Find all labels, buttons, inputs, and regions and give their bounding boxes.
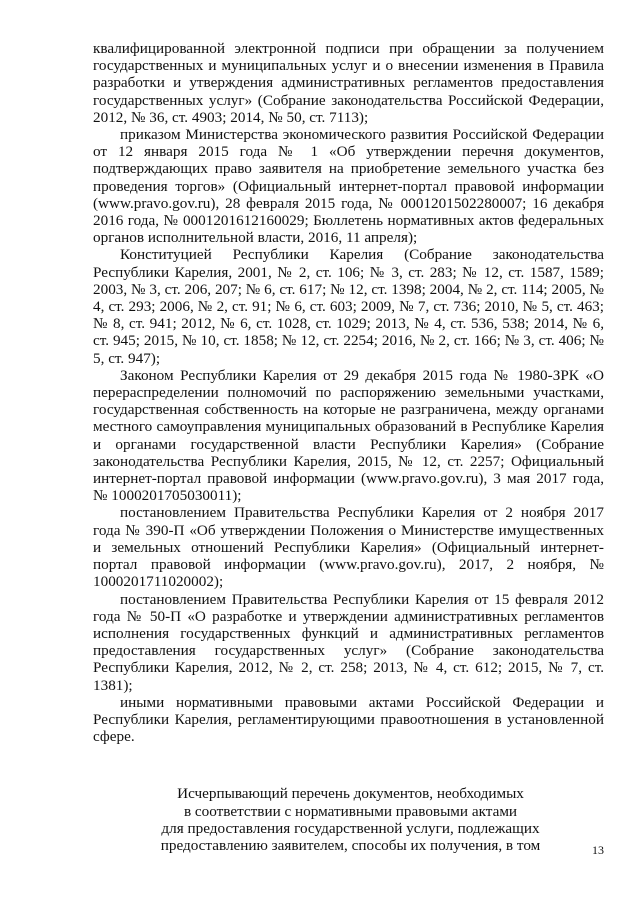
paragraph-7: иными нормативными правовыми актами Российской Федерации и Республики Карелия, регламентирующими правоотношения в установленной сфере. [93, 693, 604, 746]
heading-line-1: Исчерпывающий перечень документов, необходимых [177, 785, 524, 803]
heading-line-3: для предоставления государственной услуги, подлежащих [161, 819, 540, 837]
paragraph-5: постановлением Правительства Республики Карелия от 2 ноября 2017 года № 390-П «Об утверждении Положения о Министерстве имущественных и земельных отношений Республики Карелия» (Официальный интернет-портал правовой информации (www.pravo.gov.ru), 2017, 2 ноября, № 1000201711020002); [93, 504, 604, 591]
paragraph-3: Конституцией Республики Карелия (Собрание законодательства Республики Карелия, 2001, № 2, ст. 106; № 3, ст. 283; № 12, ст. 1587, 1589; 2003, № 3, ст. 206, 207; № 6, ст. 617; № 12, ст. 1398; 2004, № 2, ст. 114; 2005, № 4, ст. 293; 2006, № 2, ст. 91; № 6, ст. 603; 2009, № 7, ст. 736; 2010, № 5, ст. 463; № 8, ст. 941; 2012, № 6, ст. 1028, ст. 1029; 2013, № 4, ст. 536, 538; 2014, № 6, ст. 945; 2015, № 10, ст. 1858; № 12, ст. 2254; 2016, № 2, ст. 166; № 3, ст. 406; № 5, ст. 947); [93, 246, 604, 367]
heading-line-4: предоставлению заявителем, способы их получения, в том [160, 836, 541, 854]
heading-line-2: в соответствии с нормативными правовыми актами [183, 802, 518, 820]
paragraph-6: постановлением Правительства Республики Карелия от 15 февраля 2012 года № 50-П «О разработке и утверждении административных регламентов исполнения государственных функций и административных регламентов предоставления государственных услуг» (Собрание законодательства Республики Карелия, 2012, № 2, ст. 258; 2013, № 4, ст. 612; 2015, № 7, ст. 1381); [93, 590, 604, 694]
page-number: 13 [592, 843, 604, 857]
paragraph-1: квалифицированной электронной подписи при обращении за получением государственных и муниципальных услуг и о внесении изменения в Правила разработки и утверждения административных регламентов предоставления государственных услуг» (Собрание законодательства Российской Федерации, 2012, № 36, ст. 4903; 2014, № 50, ст. 7113); [93, 40, 604, 126]
body-text [93, 40, 604, 745]
section-heading [93, 785, 604, 854]
paragraph-2: приказом Министерства экономического развития Российской Федерации от 12 января 2015 года № 1 «Об утверждении перечня документов, подтверждающих право заявителя на приобретение земельного участка без проведения торгов» (Официальный интернет-портал правовой информации (www.pravo.gov.ru), 28 февраля 2015 года, № 0001201502280007; 16 декабря 2016 года, № 0001201612160029; Бюллетень нормативных актов федеральных органов исполнительной власти, 2016, 11 апреля); [93, 126, 604, 247]
paragraph-4: Законом Республики Карелия от 29 декабря 2015 года № 1980-ЗРК «О перераспределении полномочий по распоряжению земельными участками, государственная собственность на которые не разграничена, между органами местного самоуправления муниципальных образований в Республике Карелия и органами государственной власти Республики Карелия» (Собрание законодательства Республики Карелия, 2015, № 12, ст. 2257; Официальный интернет-портал правовой информации (www.pravo.gov.ru), 3 мая 2017 года, № 1000201705030011); [93, 366, 604, 505]
